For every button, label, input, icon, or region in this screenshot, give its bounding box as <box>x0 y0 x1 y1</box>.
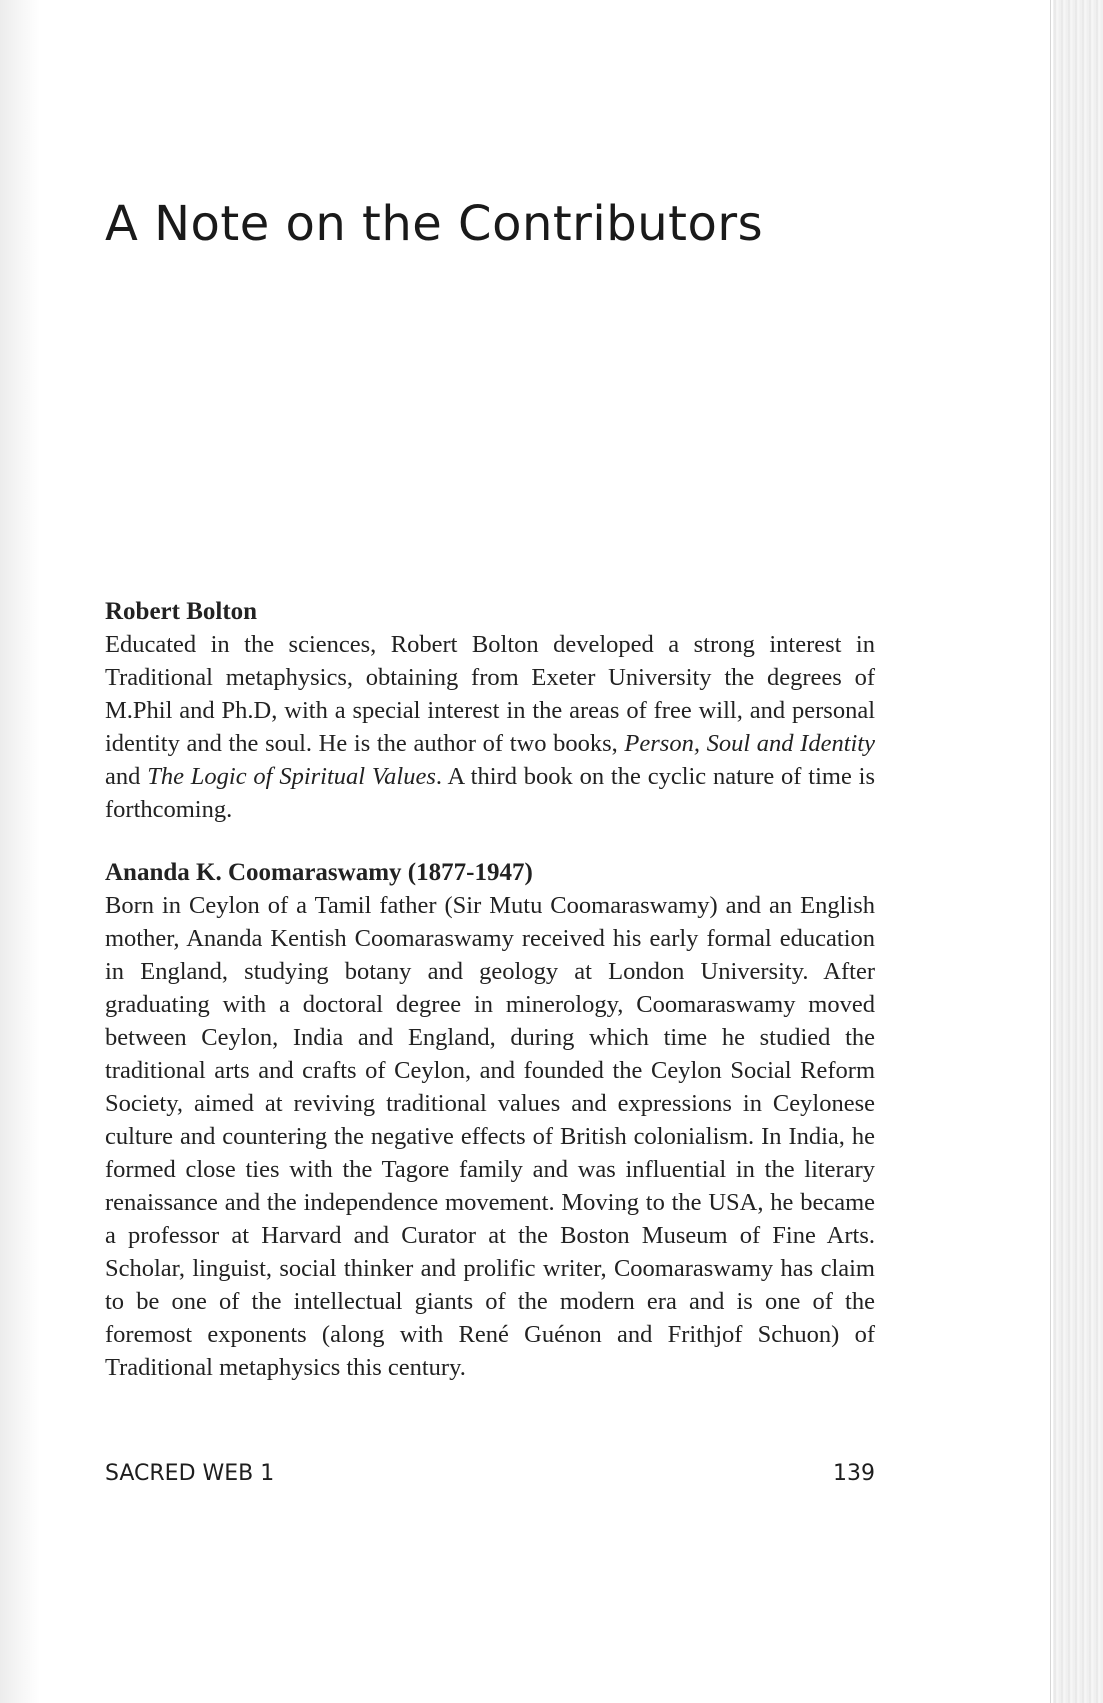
scan-right-edge <box>1053 0 1103 1703</box>
contributor-entry-coomaraswamy <box>105 856 875 1384</box>
contributor-bio <box>105 628 875 826</box>
contributor-bio: Born in Ceylon of a Tamil father (Sir Mutu Coomaraswamy) and an English mother, Ananda Kentish Coomaraswamy received his early formal education in England, studying botany and geology at London University. After graduating with a doctoral degree in minerology, Coomaraswamy moved between Ceylon, India and England, during which time he studied the traditional arts and crafts of Ceylon, and founded the Ceylon Social Reform Society, aimed at reviving traditional values and expressions in Ceylonese culture and countering the negative effects of British colonialism. In India, he formed close ties with the Tagore family and was influential in the literary renaissance and the independence movement. Moving to the USA, he became a professor at Harvard and Curator at the Boston Museum of Fine Arts. Scholar, linguist, social thinker and prolific writer, Coomaraswamy has claim to be one of the intellectual giants of the modern era and is one of the foremost exponents (along with René Guénon and Frithjof Schuon) of Traditional metaphysics this century. <box>105 892 875 1381</box>
footer-page-number: 139 <box>833 1461 875 1486</box>
bio-text: and <box>105 763 148 790</box>
scan-left-edge <box>0 0 40 1703</box>
contributor-entry-bolton <box>105 595 875 826</box>
document-page <box>105 0 875 1703</box>
book-title: Person, Soul and Identity <box>624 730 875 757</box>
book-title: The Logic of Spiritual Values <box>147 763 436 790</box>
bio-text: Educated in the sciences, Robert Bolton developed a strong interest in Traditional metaphysics, obtaining from Exeter University the degrees of M.Phil and Ph.D, with a special interest in the areas of free will, and personal identity and the soul. He is the author of two books, <box>105 631 875 757</box>
page-fold-line <box>1050 0 1051 1703</box>
bio-text: . A third book on the cyclic nature of time is forthcoming. <box>105 763 876 823</box>
footer-publication: SACRED WEB 1 <box>105 1461 275 1486</box>
contributor-name: Robert Bolton <box>105 598 258 625</box>
page-title: A Note on the Contributors <box>105 196 764 252</box>
contributor-name: Ananda K. Coomaraswamy (1877-1947) <box>105 859 533 886</box>
